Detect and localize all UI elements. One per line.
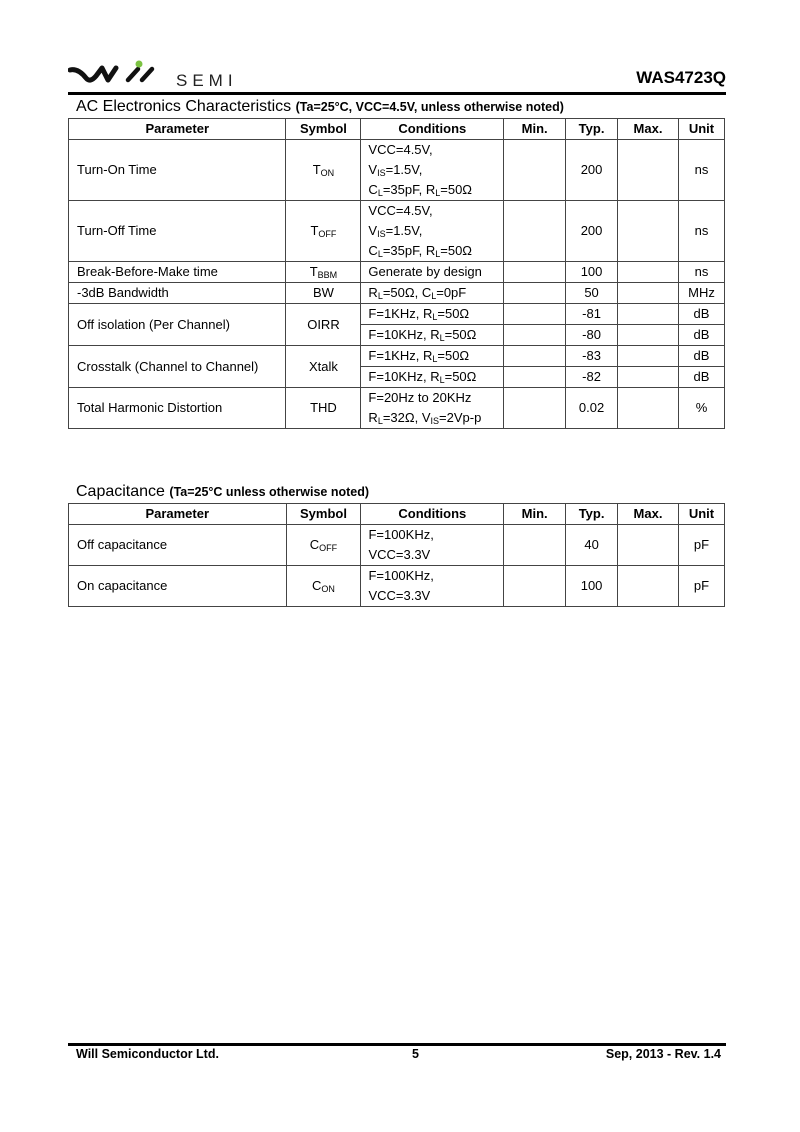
min-cell — [504, 566, 566, 607]
cond-text: =1.5V, — [385, 162, 423, 177]
cond-sub: IS — [377, 229, 386, 239]
unit-cell: ns — [678, 140, 724, 201]
condition-cell — [361, 241, 504, 262]
min-cell — [504, 346, 566, 367]
parameter-cell: Off isolation (Per Channel) — [69, 304, 286, 346]
unit-cell: dB — [678, 367, 724, 388]
parameter-cell: On capacitance — [69, 566, 287, 607]
max-cell — [618, 525, 679, 566]
condition-cell — [361, 283, 504, 304]
symbol-cell — [286, 262, 361, 283]
table-row — [69, 304, 725, 325]
table-row — [69, 388, 725, 409]
cond-text: F=1KHz, R — [368, 306, 433, 321]
ac-title-note: (Ta=25°C, VCC=4.5V, unless otherwise noted) — [295, 100, 564, 114]
cond-sub: IS — [430, 416, 440, 426]
cond-sub: L — [439, 333, 445, 343]
cap-title-note: (Ta=25°C unless otherwise noted) — [169, 485, 370, 499]
col-min: Min. — [504, 504, 566, 525]
cond-text: =2Vp-p — [439, 410, 482, 425]
cond-text: R — [368, 410, 378, 425]
parameter-cell: Turn-Off Time — [69, 201, 286, 262]
typ-cell: 100 — [566, 262, 618, 283]
symbol-cell — [286, 566, 361, 607]
condition-cell: VCC=3.3V — [361, 586, 504, 607]
ac-title-text: AC Electronics Characteristics — [76, 98, 292, 115]
max-cell — [618, 140, 679, 201]
table-header-row — [69, 119, 725, 140]
table-row — [69, 201, 725, 222]
min-cell — [504, 325, 566, 346]
col-max: Max. — [618, 119, 679, 140]
cond-text: F=1KHz, R — [368, 348, 433, 363]
capacitance-section-title — [76, 483, 369, 501]
parameter-cell: Turn-On Time — [69, 140, 286, 201]
cond-sub: L — [432, 312, 438, 322]
typ-cell: -82 — [566, 367, 618, 388]
footer-company: Will Semiconductor Ltd. — [76, 1047, 219, 1061]
ac-characteristics-table — [68, 118, 725, 429]
condition-cell: F=20Hz to 20KHz — [361, 388, 504, 409]
cond-sub: L — [435, 188, 441, 198]
page-number: 5 — [412, 1047, 419, 1061]
col-typ: Typ. — [566, 119, 618, 140]
unit-cell: dB — [678, 304, 724, 325]
max-cell — [618, 346, 679, 367]
cond-text: F=10KHz, R — [368, 369, 440, 384]
typ-cell: -83 — [566, 346, 618, 367]
unit-cell: ns — [678, 262, 724, 283]
symbol-sub: ON — [321, 584, 335, 594]
col-conditions: Conditions — [361, 504, 504, 525]
cond-text: =50Ω — [437, 306, 470, 321]
will-logo-icon — [68, 60, 168, 90]
table-header-row — [69, 504, 725, 525]
typ-cell: 200 — [566, 140, 618, 201]
condition-cell: Generate by design — [361, 262, 504, 283]
col-unit: Unit — [678, 119, 724, 140]
table-row — [69, 283, 725, 304]
symbol-cell: BW — [286, 283, 361, 304]
will-semi-logo — [68, 60, 258, 90]
parameter-cell: -3dB Bandwidth — [69, 283, 286, 304]
cond-sub: L — [432, 354, 438, 364]
min-cell — [504, 262, 566, 283]
table-row — [69, 262, 725, 283]
typ-cell: -81 — [566, 304, 618, 325]
min-cell — [504, 388, 566, 429]
max-cell — [618, 304, 679, 325]
condition-cell — [361, 304, 504, 325]
condition-cell: VCC=4.5V, — [361, 140, 504, 161]
col-typ: Typ. — [566, 504, 618, 525]
condition-cell — [361, 221, 504, 241]
cond-text: C — [368, 243, 378, 258]
unit-cell: pF — [678, 566, 724, 607]
logo-semi-text: SEMI — [176, 71, 238, 90]
document-id: WAS4723Q — [636, 68, 726, 87]
col-max: Max. — [618, 504, 679, 525]
symbol-main: T — [312, 162, 321, 177]
cond-text: =50Ω — [437, 348, 470, 363]
ac-section-title — [76, 98, 564, 116]
table-row — [69, 525, 725, 546]
parameter-cell: Break-Before-Make time — [69, 262, 286, 283]
symbol-cell: OIRR — [286, 304, 361, 346]
header-divider — [68, 92, 726, 95]
cond-text: =50Ω, C — [382, 285, 432, 300]
parameter-cell: Total Harmonic Distortion — [69, 388, 286, 429]
max-cell — [618, 325, 679, 346]
symbol-cell — [286, 525, 361, 566]
condition-cell — [361, 408, 504, 429]
unit-cell: MHz — [678, 283, 724, 304]
cond-sub: L — [377, 416, 383, 426]
table-row — [69, 346, 725, 367]
symbol-sub: BBM — [317, 270, 338, 280]
condition-cell — [361, 160, 504, 180]
cond-sub: L — [377, 188, 383, 198]
cond-text: =50Ω — [444, 327, 477, 342]
unit-cell: dB — [678, 346, 724, 367]
cond-text: V — [368, 223, 378, 238]
max-cell — [618, 201, 679, 262]
cap-title-text: Capacitance — [76, 483, 165, 500]
page-footer — [76, 1047, 721, 1061]
col-unit: Unit — [678, 504, 724, 525]
table-row — [69, 566, 725, 587]
unit-cell: ns — [678, 201, 724, 262]
typ-cell: 50 — [566, 283, 618, 304]
min-cell — [504, 140, 566, 201]
parameter-cell: Crosstalk (Channel to Channel) — [69, 346, 286, 388]
condition-cell — [361, 325, 504, 346]
table-row — [69, 140, 725, 161]
symbol-main: C — [309, 537, 320, 552]
cond-text: =50Ω — [444, 369, 477, 384]
symbol-sub: ON — [320, 168, 335, 178]
symbol-main: T — [310, 223, 319, 238]
unit-cell: % — [678, 388, 724, 429]
col-symbol: Symbol — [286, 504, 361, 525]
cond-sub: L — [435, 249, 441, 259]
condition-cell — [361, 367, 504, 388]
typ-cell: 200 — [566, 201, 618, 262]
typ-cell: 100 — [566, 566, 618, 607]
min-cell — [504, 283, 566, 304]
max-cell — [618, 566, 679, 607]
symbol-main: C — [312, 578, 322, 593]
cond-sub: L — [377, 249, 383, 259]
min-cell — [504, 201, 566, 262]
typ-cell: 40 — [566, 525, 618, 566]
symbol-cell — [286, 201, 361, 262]
condition-cell — [361, 346, 504, 367]
symbol-sub: OFF — [318, 229, 337, 239]
symbol-main: T — [309, 264, 318, 279]
min-cell — [504, 525, 566, 566]
cond-text: =32Ω, V — [382, 410, 431, 425]
condition-cell: F=100KHz, — [361, 525, 504, 546]
min-cell — [504, 304, 566, 325]
symbol-cell: THD — [286, 388, 361, 429]
condition-cell: F=100KHz, — [361, 566, 504, 587]
typ-cell: 0.02 — [566, 388, 618, 429]
cond-text: V — [368, 162, 378, 177]
symbol-sub: OFF — [319, 543, 338, 553]
col-symbol: Symbol — [286, 119, 361, 140]
footer-divider — [68, 1043, 726, 1046]
cond-text: =35pF, R — [382, 182, 436, 197]
unit-cell: pF — [678, 525, 724, 566]
col-parameter: Parameter — [69, 119, 286, 140]
col-conditions: Conditions — [361, 119, 504, 140]
cond-text: =50Ω — [440, 243, 473, 258]
cond-text: =50Ω — [440, 182, 473, 197]
cond-text: =35pF, R — [382, 243, 436, 258]
footer-revision: Sep, 2013 - Rev. 1.4 — [605, 1047, 721, 1061]
condition-cell: VCC=3.3V — [361, 545, 504, 566]
col-parameter: Parameter — [69, 504, 287, 525]
cond-text: =0pF — [436, 285, 467, 300]
condition-cell: VCC=4.5V, — [361, 201, 504, 222]
typ-cell: -80 — [566, 325, 618, 346]
unit-cell: dB — [678, 325, 724, 346]
max-cell — [618, 283, 679, 304]
condition-cell — [361, 180, 504, 201]
cond-sub: IS — [377, 168, 386, 178]
capacitance-table — [68, 503, 725, 607]
cond-text: F=10KHz, R — [368, 327, 440, 342]
cond-sub: L — [439, 375, 445, 385]
min-cell — [504, 367, 566, 388]
symbol-cell — [286, 140, 361, 201]
cond-text: C — [368, 182, 378, 197]
cond-sub: L — [431, 291, 437, 301]
max-cell — [618, 367, 679, 388]
cond-text: R — [368, 285, 378, 300]
symbol-cell: Xtalk — [286, 346, 361, 388]
cond-sub: L — [377, 291, 383, 301]
col-min: Min. — [504, 119, 566, 140]
parameter-cell: Off capacitance — [69, 525, 287, 566]
page-header — [68, 58, 726, 94]
cond-text: =1.5V, — [385, 223, 423, 238]
max-cell — [618, 388, 679, 429]
max-cell — [618, 262, 679, 283]
